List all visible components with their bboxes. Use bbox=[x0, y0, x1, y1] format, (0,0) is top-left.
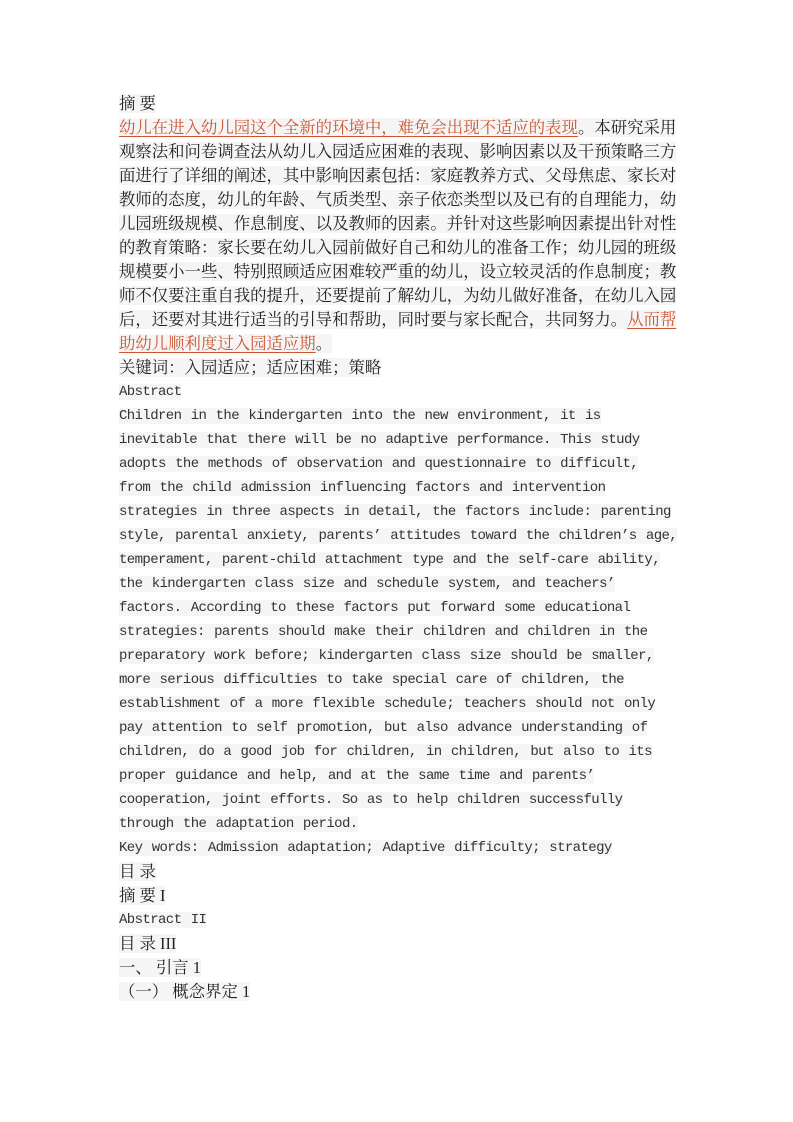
abstract-en-line bbox=[119, 692, 679, 716]
abstract-en-line bbox=[119, 716, 679, 740]
abstract-cn-line bbox=[119, 140, 679, 164]
toc-item-label: 一、 引言 bbox=[119, 958, 189, 977]
abstract-en-line bbox=[119, 500, 679, 524]
abstract-cn-line bbox=[119, 164, 679, 188]
abstract-en-paragraph bbox=[119, 404, 679, 836]
abstract-cn-line bbox=[119, 260, 679, 284]
abstract-cn-accent-segment: 幼儿在进入幼儿园这个全新的环境中，难免会出现不适应的表现 bbox=[119, 118, 578, 137]
abstract-en-line-text: children, do a good job for children, in children, but also to its bbox=[119, 744, 652, 760]
toc-item bbox=[119, 884, 679, 908]
abstract-en-line-text: strategies in three aspects in detail, the factors include: parenting bbox=[119, 504, 671, 520]
abstract-en-line-text: style, parental anxiety, parents’ attitudes toward the children’s age, bbox=[119, 528, 678, 544]
abstract-cn-segment: 面进行了详细的阐述，其中影响因素包括：家庭教养方式、父母焦虑、家长对 bbox=[119, 166, 677, 185]
toc-item-page-number: I bbox=[160, 886, 166, 905]
toc-item-label: 摘 要 bbox=[119, 886, 156, 905]
abstract-en-line-text: factors. According to these factors put forward some educational bbox=[119, 600, 631, 616]
toc-item bbox=[119, 932, 679, 956]
toc-item-page-number: II bbox=[190, 912, 207, 928]
abstract-en-line bbox=[119, 476, 679, 500]
abstract-cn-segment: 后，还要对其进行适当的引导和帮助，同时要与家长配合，共同努力。 bbox=[119, 310, 628, 329]
toc-item-text bbox=[119, 934, 176, 953]
toc-item-text bbox=[119, 958, 201, 977]
abstract-cn-line bbox=[119, 212, 679, 236]
abstract-cn-segment: 教师的态度，幼儿的年龄、气质类型、亲子依恋类型以及已有的自理能力，幼 bbox=[119, 190, 677, 209]
abstract-cn-segment: 。本研究采用 bbox=[577, 118, 677, 137]
abstract-en-line-text: temperament, parent-child attachment type and the self-care ability, bbox=[119, 552, 660, 568]
toc-title-text: 目 录 bbox=[119, 862, 156, 881]
toc-item-label: 目 录 bbox=[119, 934, 156, 953]
abstract-en-line bbox=[119, 740, 679, 764]
abstract-en-line bbox=[119, 452, 679, 476]
abstract-en-line bbox=[119, 404, 679, 428]
document-page bbox=[119, 92, 679, 1004]
abstract-en-line-text: pay attention to self promotion, but also advance understanding of bbox=[119, 720, 648, 736]
abstract-en-line-text: inevitable that there will be no adaptive performance. This study bbox=[119, 432, 640, 448]
abstract-en-line bbox=[119, 668, 679, 692]
abstract-cn-line bbox=[119, 116, 679, 140]
toc-item bbox=[119, 956, 679, 980]
toc-item-text bbox=[119, 982, 250, 1001]
toc-item-label: （一） 概念界定 bbox=[119, 982, 238, 1001]
abstract-cn-line bbox=[119, 188, 679, 212]
keywords-en-line bbox=[119, 836, 679, 860]
abstract-en-line-text: Children in the kindergarten into the new environment, it is bbox=[119, 408, 601, 424]
abstract-en-line-text: strategies: parents should make their children and children in the bbox=[119, 624, 648, 640]
abstract-cn-accent-segment: 从而帮 bbox=[627, 310, 677, 329]
toc-item-page-number: III bbox=[160, 934, 177, 953]
abstract-en-line-text: the kindergarten class size and schedule system, and teachers’ bbox=[119, 576, 615, 592]
abstract-cn-line bbox=[119, 236, 679, 260]
toc-list bbox=[119, 884, 679, 1004]
abstract-en-line-text: from the child admission influencing factors and intervention bbox=[119, 480, 606, 496]
keywords-en-text: Key words: Admission adaptation; Adaptive difficulty; strategy bbox=[119, 840, 612, 856]
toc-item bbox=[119, 980, 679, 1004]
abstract-cn-line bbox=[119, 332, 679, 356]
abstract-cn-title bbox=[119, 92, 679, 116]
abstract-en-line-text: through the adaptation period. bbox=[119, 816, 358, 832]
toc-item-page-number: 1 bbox=[192, 958, 201, 977]
keywords-cn-text: 关键词：入园适应；适应困难；策略 bbox=[119, 358, 382, 377]
abstract-cn-segment: 观察法和问卷调查法从幼儿入园适应困难的表现、影响因素以及干预策略三方 bbox=[119, 142, 677, 161]
abstract-cn-segment: 规模要小一些、特别照顾适应困难较严重的幼儿，设立较灵活的作息制度；教 bbox=[119, 262, 677, 281]
abstract-en-line bbox=[119, 788, 679, 812]
keywords-cn-line bbox=[119, 356, 679, 380]
toc-title bbox=[119, 860, 679, 884]
abstract-cn-line bbox=[119, 308, 679, 332]
abstract-en-title bbox=[119, 380, 679, 404]
abstract-en-line bbox=[119, 812, 679, 836]
abstract-en-line-text: preparatory work before; kindergarten class size should be smaller, bbox=[119, 648, 654, 664]
abstract-cn-segment: 的教育策略：家长要在幼儿入园前做好自己和幼儿的准备工作；幼儿园的班级 bbox=[119, 238, 677, 257]
abstract-en-line-text: more serious difficulties to take special care of children, the bbox=[119, 672, 624, 688]
abstract-en-line-text: adopts the methods of observation and questionnaire to difficult, bbox=[119, 456, 639, 472]
toc-item-text bbox=[119, 886, 165, 905]
abstract-cn-accent-segment: 助幼儿顺利度过入园适应期 bbox=[119, 334, 316, 353]
abstract-en-line bbox=[119, 428, 679, 452]
toc-item-page-number: 1 bbox=[241, 982, 251, 1001]
abstract-cn-segment: 儿园班级规模、作息制度、以及教师的因素。并针对这些影响因素提出针对性 bbox=[119, 214, 677, 233]
abstract-en-line bbox=[119, 596, 679, 620]
abstract-en-line-text: proper guidance and help, and at the same time and parents’ bbox=[119, 768, 595, 784]
abstract-en-line bbox=[119, 548, 679, 572]
abstract-en-line bbox=[119, 572, 679, 596]
abstract-cn-paragraph bbox=[119, 116, 679, 356]
abstract-cn-segment: 。 bbox=[315, 334, 333, 353]
abstract-en-line bbox=[119, 524, 679, 548]
abstract-en-line bbox=[119, 620, 679, 644]
abstract-en-line-text: establishment of a more flexible schedule; teachers should not only bbox=[119, 696, 656, 712]
abstract-en-line bbox=[119, 764, 679, 788]
abstract-en-title-text: Abstract bbox=[119, 384, 182, 400]
abstract-en-line bbox=[119, 644, 679, 668]
toc-item-label: Abstract bbox=[119, 912, 182, 928]
abstract-cn-title-text: 摘 要 bbox=[119, 94, 156, 113]
abstract-cn-segment: 师不仅要注重自我的提升，还要提前了解幼儿，为幼儿做好准备，在幼儿入园 bbox=[119, 286, 677, 305]
abstract-cn-line bbox=[119, 284, 679, 308]
abstract-en-line-text: cooperation, joint efforts. So as to help children successfully bbox=[119, 792, 623, 808]
toc-item-text bbox=[119, 912, 206, 928]
toc-item bbox=[119, 908, 679, 932]
